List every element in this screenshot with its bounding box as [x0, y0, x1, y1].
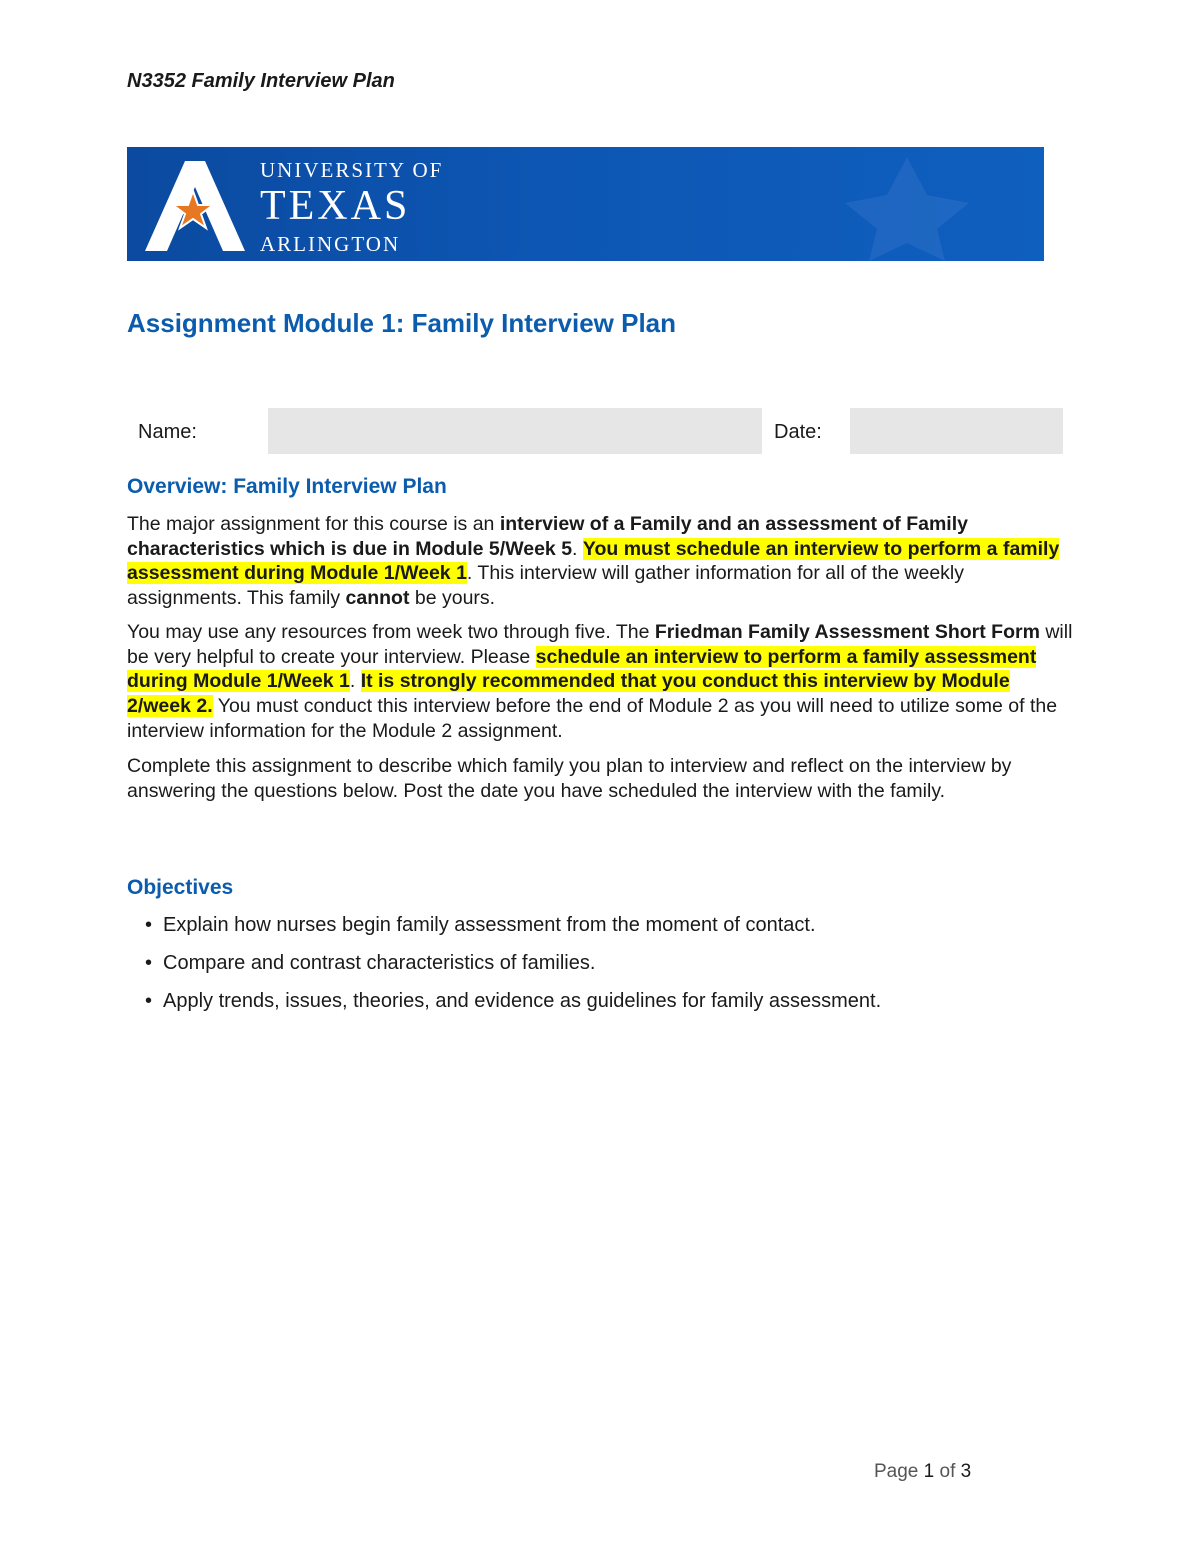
page-number: [874, 1461, 971, 1483]
objectives-heading: Objectives: [127, 876, 234, 899]
p2-text-1: You may use any resources from week two through five. The: [127, 621, 655, 643]
objectives-list: [145, 912, 881, 1026]
name-field[interactable]: [268, 408, 762, 454]
university-banner: [127, 147, 1044, 261]
page-prefix: Page: [874, 1461, 924, 1482]
p1-text-3: . This interview will gather information for all of the weekly assignments. This family: [127, 562, 965, 610]
name-label: Name:: [138, 421, 197, 443]
objective-text: Apply trends, issues, theories, and evidence as guidelines for family assessment.: [163, 990, 882, 1012]
running-header: N3352 Family Interview Plan: [127, 70, 395, 92]
list-item: [145, 950, 881, 988]
overview-heading: Overview: Family Interview Plan: [127, 475, 447, 498]
p2-bold-1: Friedman Family Assessment Short Form: [654, 621, 1040, 643]
overview-paragraph-3: Complete this assignment to describe which family you plan to interview and reflect on the interview by answering the questions below. Post the date you have scheduled the interview with the family.: [127, 755, 1012, 802]
bullet-icon: •: [145, 914, 153, 936]
bullet-icon: •: [145, 952, 153, 974]
page-total: 3: [960, 1461, 972, 1482]
overview-paragraph-1: [127, 512, 1077, 611]
page-of: of: [934, 1461, 961, 1482]
date-field[interactable]: [850, 408, 1063, 454]
p2-text-3: .: [349, 670, 361, 693]
page-title: Assignment Module 1: Family Interview Plan: [127, 308, 677, 338]
uta-logo: [127, 147, 1044, 261]
p2-text-4: You must conduct this interview before the end of Module 2 as you will need to utilize some of the interview information for the Module 2 assignment.: [127, 695, 1058, 742]
list-item: [145, 988, 881, 1026]
logo-text-line1: UNIVERSITY OF: [260, 158, 444, 182]
p2-highlight-2: It is strongly recommended that you conduct this interview by Module 2/week 2.: [127, 670, 1010, 718]
p1-text-2: .: [572, 537, 583, 560]
objective-text: Compare and contrast characteristics of families.: [163, 952, 596, 974]
p1-bold-2: cannot: [345, 587, 410, 610]
background-star-icon: [845, 157, 969, 261]
logo-text-line3: ARLINGTON: [260, 232, 401, 256]
page-current: 1: [923, 1461, 935, 1482]
p1-text-4: be yours.: [409, 587, 496, 610]
p2-highlight-1: schedule an interview to perform a family assessment during Module 1/Week 1: [127, 645, 1037, 693]
bullet-icon: •: [145, 990, 153, 1012]
objective-text: Explain how nurses begin family assessment from the moment of contact.: [163, 914, 816, 936]
p2-text-2: will be very helpful to create your interview. Please: [127, 621, 1073, 668]
overview-paragraph-2: [127, 620, 1077, 744]
list-item: [145, 912, 881, 950]
logo-text-line2: TEXAS: [260, 183, 411, 229]
p1-bold-1: interview of a Family and an assessment of Family characteristics which is due in Module 5/Week 5: [127, 513, 968, 560]
date-label: Date:: [774, 421, 822, 443]
p1-text-1: The major assignment for this course is an: [127, 513, 500, 535]
p1-highlight-1: You must schedule an interview to perform a family assessment during Module 1/Week 1: [127, 537, 1060, 585]
